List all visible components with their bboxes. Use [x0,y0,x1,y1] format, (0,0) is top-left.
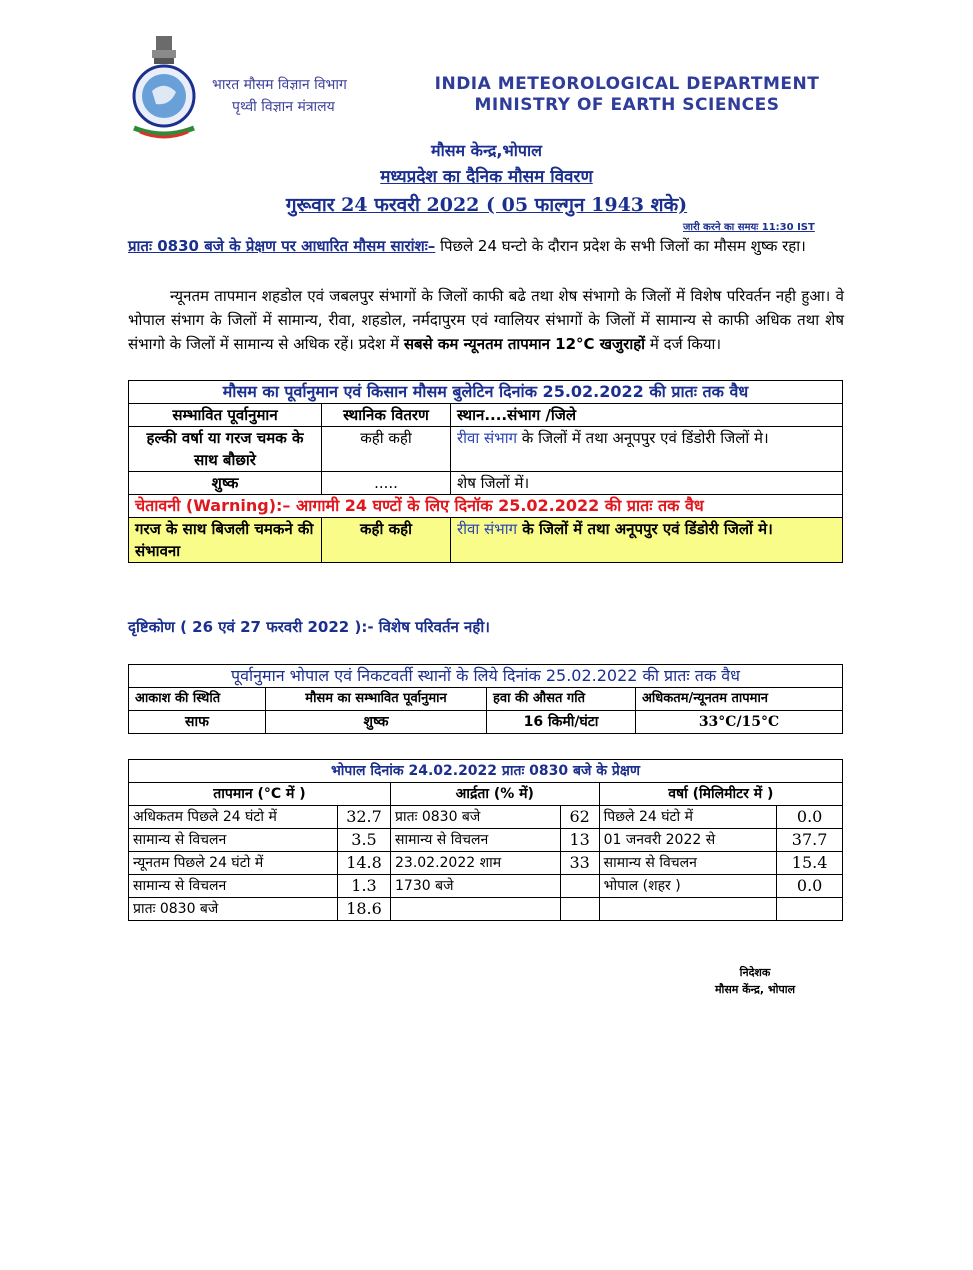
observation-cell-r2-c5: 01 जनवरी 2022 से [599,829,777,852]
observation-cell-r4-c4 [560,875,599,898]
bhopal-header-sky: आकाश की स्थिति [129,688,266,711]
bhopal-header-wind: हवा की औसत गति [487,688,636,711]
observation-cell-r2-c2: 3.5 [338,829,391,852]
observation-cell-r3-c5: सामान्य से विचलन [599,852,777,875]
hindi-ministry: पृथ्वी विज्ञान मंत्रालय [232,99,335,115]
forecast-table [128,380,843,563]
summary-text-2: न्यूनतम तापमान शहडोल एवं जबलपुर संभागों के जिलों काफी बढे तथा शेष संभागो के जिलों में विशेष परिवर्तन नही हुआ। वे भोपाल संभाग के जिलों में सामान्य, रीवा, शहडोल, नर्मदापुरम एवं ग्वालियर संभागों के जिलों में सामान्य से काफी अधिक तथा शेष संभागो के जिलों में सामान्य से अधिक रहें। प्रदेश में [128,287,844,353]
observation-cell-r3-c6: 15.4 [777,852,843,875]
table-row [129,829,843,852]
observation-cell-r1-c5: पिछले 24 घंटो में [599,806,777,829]
forecast-row-2-districts: शेष जिलों में। [457,474,530,492]
forecast-header-place: स्थान....संभाग /जिले [451,404,843,427]
table-row [129,852,843,875]
observation-cell-r1-c4: 62 [560,806,599,829]
table-row [129,875,843,898]
observation-cell-r2-c1: सामान्य से विचलन [129,829,338,852]
english-org-name [420,74,834,116]
bhopal-forecast-value: शुष्क [266,711,487,734]
bhopal-temp-value: 33°C/15°C [636,711,843,734]
report-title: मध्यप्रदेश का दैनिक मौसम विवरण [380,167,593,187]
signature-title: निदेशक [739,966,771,979]
observation-cell-r3-c2: 14.8 [338,852,391,875]
observation-cell-r2-c3: सामान्य से विचलन [391,829,561,852]
observation-header-rain: वर्षा (मिलिमीटर में ) [599,783,842,806]
summary-para-2 [128,284,844,356]
bhopal-header-forecast: मौसम का सम्भावित पूर्वानुमान [266,688,487,711]
forecast-row-2-place [451,472,843,495]
forecast-row-1-division: रीवा संभाग [457,429,518,447]
signature-office: मौसम केंन्द्र, भोपाल [714,983,796,996]
table-row [129,898,843,921]
observation-cell-r5-c4 [560,898,599,921]
observation-cell-r5-c2: 18.6 [338,898,391,921]
forecast-row-1-districts: के जिलों में तथा अनूपपुर एवं डिंडोरी जिलों मे। [517,429,769,447]
observation-cell-r1-c6: 0.0 [777,806,843,829]
summary-text-4: में दर्ज किया। [645,335,722,353]
bhopal-sky-value: साफ [129,711,266,734]
summary-label: प्रातः 0830 बजे के प्रेक्षण पर आधारित मौसम सारांशः– [128,237,436,255]
observation-cell-r5-c1: प्रातः 0830 बजे [129,898,338,921]
bhopal-forecast-table [128,664,843,734]
observation-cell-r3-c1: न्यूनतम पिछले 24 घंटो में [129,852,338,875]
observation-title: भोपाल दिनांक 24.02.2022 प्रातः 0830 बजे के प्रेक्षण [129,760,843,783]
observation-cell-r1-c3: प्रातः 0830 बजे [391,806,561,829]
report-date: गुरूवार 24 फरवरी 2022 ( 05 फाल्गुन 1943 शके) [285,194,688,216]
signature [700,964,810,998]
forecast-row-1-distribution: कही कही [322,427,451,472]
forecast-row-2-forecast: शुष्क [129,472,322,495]
warning-distribution: कही कही [322,518,451,563]
table-row [129,806,843,829]
forecast-title: मौसम का पूर्वानुमान एवं किसान मौसम बुलेटिन दिनांक 25.02.2022 की प्रातः तक वैध [129,381,843,404]
summary-text-1: पिछले 24 घन्टो के दौरान प्रदेश के सभी जिलों का मौसम शुष्क रहा। [435,237,806,255]
bhopal-forecast-title: पूर्वानुमान भोपाल एवं निकटवर्ती स्थानों के लिये दिनांक 25.02.2022 की प्रातः तक वैध [129,665,843,688]
observation-cell-r3-c3: 23.02.2022 शाम [391,852,561,875]
observation-header-humidity: आर्द्रता (% में) [391,783,600,806]
observation-cell-r4-c6: 0.0 [777,875,843,898]
forecast-header-forecast: सम्भावित पूर्वानुमान [129,404,322,427]
observation-header-temp: तापमान (°C में ) [129,783,391,806]
warning-place [451,518,843,563]
hindi-dept: भारत मौसम विज्ञान विभाग [212,77,347,93]
observation-cell-r5-c5 [599,898,777,921]
bhopal-wind-value: 16 किमी/घंटा [487,711,636,734]
eng-ministry: MINISTRY OF EARTH SCIENCES [474,95,780,115]
imd-emblem [126,36,202,140]
observation-cell-r5-c3 [391,898,561,921]
observation-table [128,759,843,921]
observation-cell-r4-c1: सामान्य से विचलन [129,875,338,898]
eng-dept: INDIA METEOROLOGICAL DEPARTMENT [434,74,820,94]
warning-districts: के जिलों में तथा अनूपपुर एवं डिंडोरी जिलों मे। [517,520,773,538]
observation-cell-r4-c2: 1.3 [338,875,391,898]
center-name: मौसम केन्द्र,भोपाल [431,141,542,160]
observation-cell-r3-c4: 33 [560,852,599,875]
lowest-temp-note: सबसे कम न्यूनतम तापमान 12°C खजुराहों [403,335,646,353]
forecast-row-1-forecast: हल्की वर्षा या गरज चमक के साथ बौछारे [129,427,322,472]
observation-cell-r5-c6 [777,898,843,921]
observation-cell-r1-c1: अधिकतम पिछले 24 घंटो में [129,806,338,829]
observation-cell-r4-c5: भोपाल (शहर ) [599,875,777,898]
forecast-row-2-distribution: ..... [322,472,451,495]
outlook [128,617,490,637]
warning-forecast: गरज के साथ बिजली चमकने की संभावना [129,518,322,563]
warning-division: रीवा संभाग [457,520,518,538]
outlook-text: दृष्टिकोण ( 26 एवं 27 फरवरी 2022 ):- विशेष परिवर्तन नही। [128,618,490,636]
forecast-header-distribution: स्थानिक वितरण [322,404,451,427]
observation-cell-r2-c6: 37.7 [777,829,843,852]
forecast-row-1-place [451,427,843,472]
observation-cell-r1-c2: 32.7 [338,806,391,829]
warning-title: चेतावनी (Warning):– आगामी 24 घण्टों के लिए दिनॉक 25.02.2022 की प्रातः तक वैध [129,495,843,518]
issue-time: जारी करने का समयः 11:30 IST [683,222,815,233]
observation-cell-r4-c3: 1730 बजे [391,875,561,898]
hindi-org-name [212,74,347,118]
bhopal-header-temp: अधिकतम/न्यूनतम तापमान [636,688,843,711]
observation-cell-r2-c4: 13 [560,829,599,852]
summary-para-1 [128,234,844,258]
